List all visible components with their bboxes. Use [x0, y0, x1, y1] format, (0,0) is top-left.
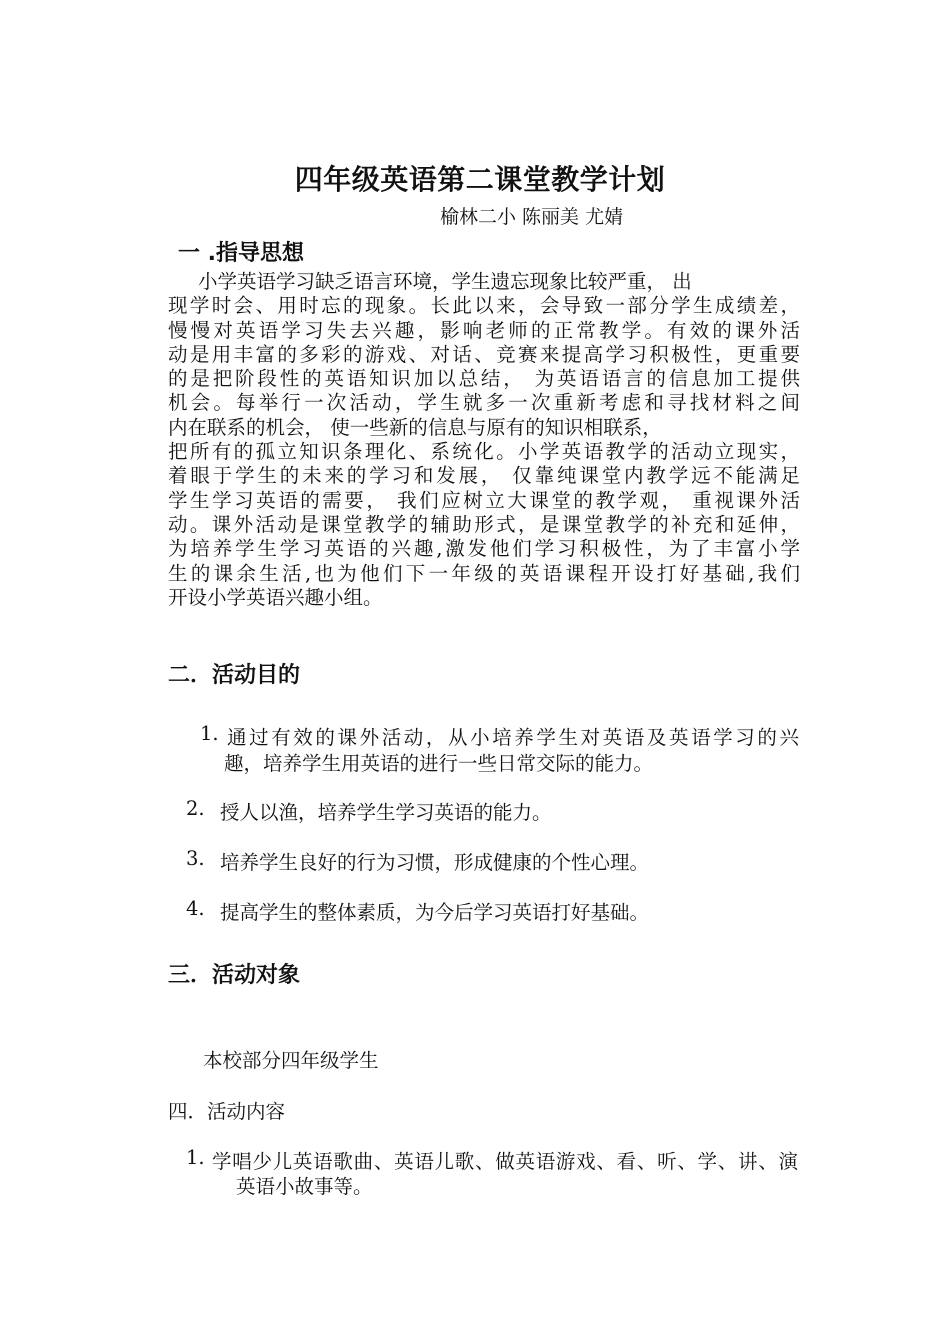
paragraph-line: 动。课外活动是课堂教学的辅助形式，是课堂教学的补充和延伸，: [168, 512, 800, 536]
paragraph-line: 现学时会、用时忘的现象。长此以来，会导致一部分学生成绩差，: [168, 294, 800, 318]
section1-paragraph: [168, 270, 800, 610]
paragraph-line: 动是用丰富的多彩的游戏、对话、竞赛来提高学习积极性，更重要: [168, 342, 800, 366]
paragraph-line: 小学英语学习缺乏语言环境，学生遗忘现象比较严重， 出: [198, 270, 692, 293]
goal-item-4-text: 提高学生的整体素质，为今后学习英语打好基础。: [220, 901, 650, 924]
paragraph-line: 生的课余生活,也为他们下一年级的英语课程开设打好基础,我们: [168, 561, 800, 585]
document-title: 四年级英语第二课堂教学计划: [294, 163, 666, 196]
goal-item-4-number: 4.: [186, 897, 205, 920]
goal-item-1-number: 1.: [200, 722, 219, 745]
section-heading-activity-target: 三．活动对象: [168, 963, 301, 988]
goal-item-3-text: 培养学生良好的行为习惯，形成健康的个性心理。: [220, 851, 650, 874]
paragraph-line: 内在联系的机会， 使一些新的信息与原有的知识相联系，: [168, 415, 662, 439]
goal-item-2-number: 2.: [186, 797, 205, 820]
paragraph-line: 的是把阶段性的英语知识加以总结， 为英语语言的信息加工提供: [168, 367, 800, 391]
paragraph-line: 把所有的孤立知识条理化、系统化。小学英语教学的活动立现实，: [168, 440, 800, 464]
goal-item-1-line1: 通过有效的课外活动，从小培养学生对英语及英语学习的兴: [227, 726, 799, 749]
goal-item-1-line2: 趣，培养学生用英语的进行一些日常交际的能力。: [224, 752, 654, 775]
section-heading-activity-content: 四．活动内容: [168, 1100, 286, 1123]
goal-item-3-number: 3.: [186, 847, 205, 870]
paragraph-line: 着眼于学生的未来的学习和发展， 仅靠纯课堂内教学远不能满足: [168, 464, 800, 488]
paragraph-line: 开设小学英语兴趣小组。: [168, 585, 383, 609]
content-item-1-number: 1.: [186, 1146, 205, 1169]
content-item-1-line1: 学唱少儿英语歌曲、英语儿歌、做英语游戏、看、听、学、讲、演: [212, 1150, 798, 1173]
paragraph-line: 为培养学生学习英语的兴趣,激发他们学习积极性，为了丰富小学: [168, 537, 800, 561]
activity-target-text: 本校部分四年级学生: [203, 1049, 379, 1072]
goal-item-2-text: 授人以渔，培养学生学习英语的能力。: [220, 801, 552, 824]
paragraph-line: 机会。每举行一次活动，学生就多一次重新考虑和寻找材料之间: [168, 391, 800, 415]
section-heading-activity-goals: 二．活动目的: [168, 663, 301, 688]
paragraph-line: 学生学习英语的需要， 我们应树立大课堂的教学观， 重视课外活: [168, 488, 800, 512]
content-item-1-line2: 英语小故事等。: [236, 1175, 373, 1198]
document-author: 榆林二小 陈丽美 尤婧: [440, 206, 624, 228]
section-heading-guiding-thought: 一 .指导思想: [178, 241, 305, 266]
paragraph-line: 慢慢对英语学习失去兴趣，影响老师的正常教学。有效的课外活: [168, 318, 800, 342]
